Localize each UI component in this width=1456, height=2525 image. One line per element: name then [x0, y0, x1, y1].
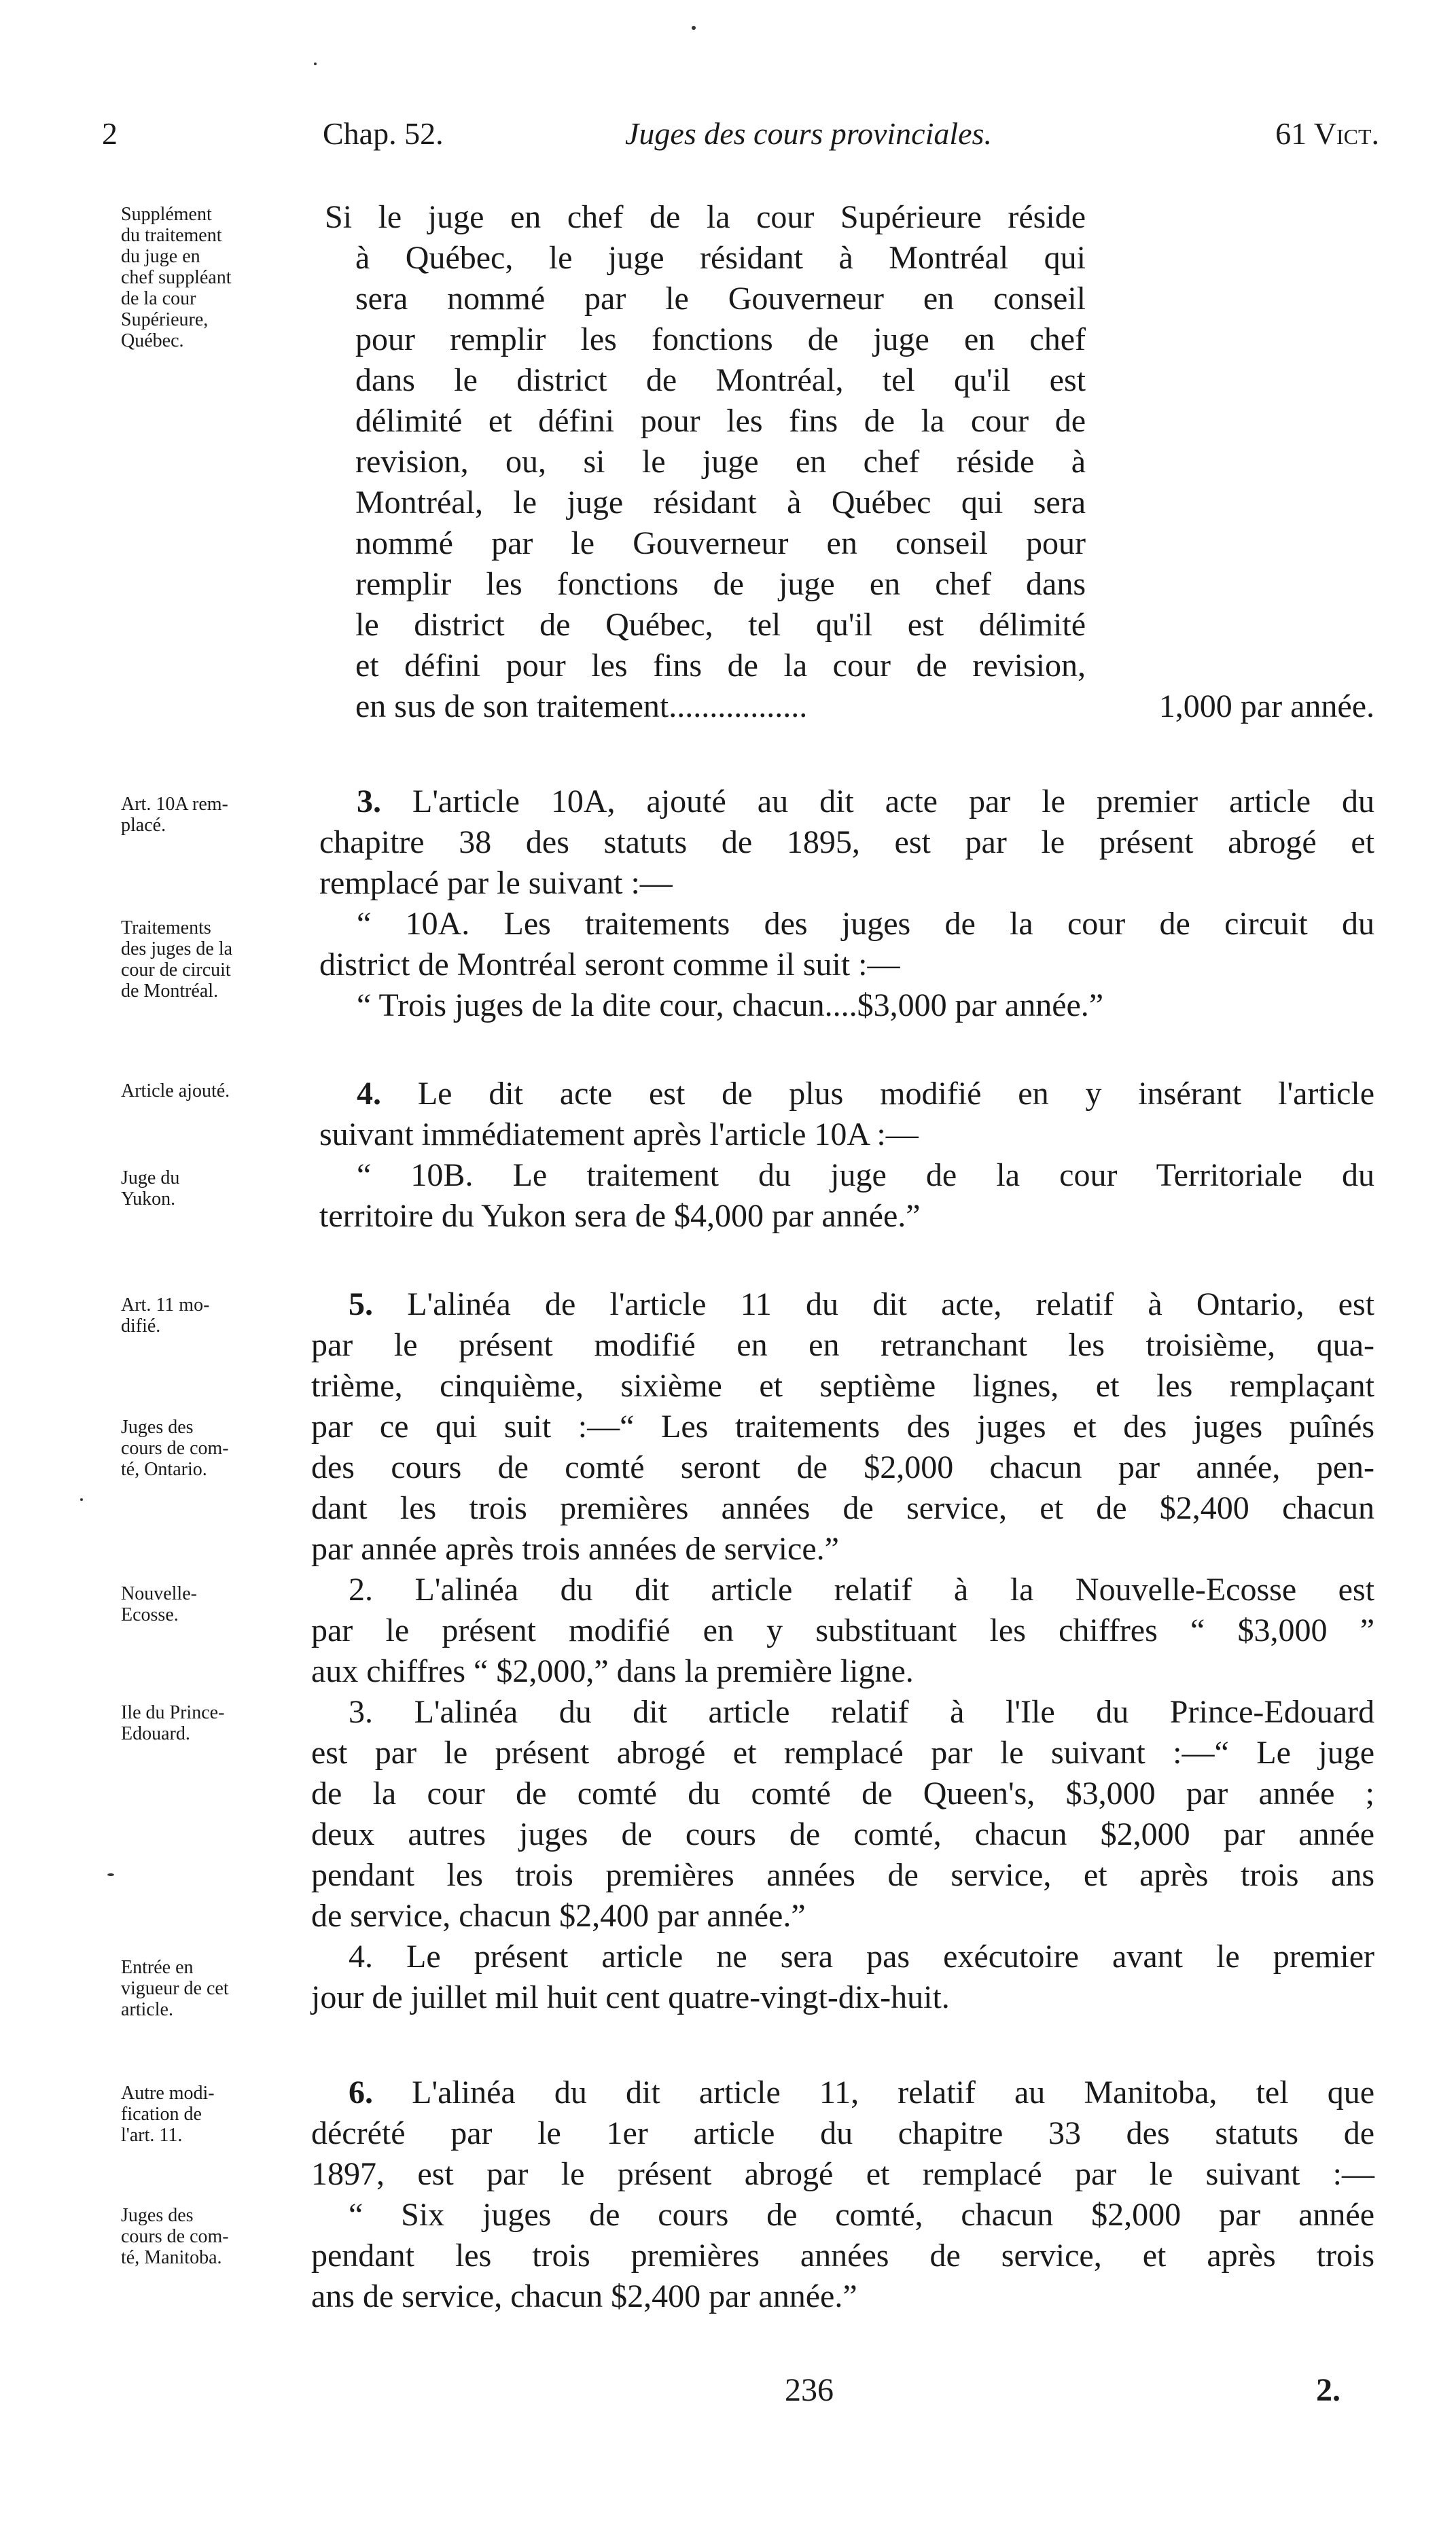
marginal-note: Article ajouté.: [121, 1080, 230, 1101]
marginal-note: Traitements des juges de la cour de circuit de Montréal.: [121, 917, 233, 1002]
section-4: [319, 1074, 1374, 1237]
paragraph-supplement-last-line: [355, 686, 1374, 727]
marginal-note: Entrée en vigueur de cet article.: [121, 1957, 229, 2020]
text-line: de service, chacun $2,400 par année.”: [311, 1898, 806, 1934]
header-chapter: Chap. 52.: [323, 116, 444, 151]
text-line: aux chiffres “ $2,000,” dans la première ligne.: [311, 1653, 914, 1689]
marginal-note: Autre modi- fication de l'art. 11.: [121, 2083, 215, 2146]
text-line: L'alinéa de l'article 11 du dit acte, relatif à Ontario, est: [407, 1286, 1375, 1322]
text-line: remplir les fonctions de juge en chef dans: [355, 566, 1086, 602]
text-line: Si le juge en chef de la cour Supérieure réside: [325, 199, 1086, 235]
section-6: [311, 2072, 1374, 2317]
text-line: 4. Le présent article ne sera pas exécutoire avant le premier: [349, 1939, 1374, 1975]
scan-speck: [692, 26, 696, 30]
text-line: des cours de comté seront de $2,000 chacun par année, pen-: [311, 1449, 1374, 1485]
text-line: dans le district de Montréal, tel qu'il est: [355, 362, 1086, 398]
marginal-note: Juge du Yukon.: [121, 1167, 180, 1209]
text-line: dant les trois premières années de service, et de $2,400 chacun: [311, 1490, 1374, 1526]
text-line: en sus de son traitement.................: [355, 688, 808, 724]
text-line: trième, cinquième, sixième et septième lignes, et les remplaçant: [311, 1368, 1374, 1404]
text-line: Montréal, le juge résidant à Québec qui sera: [355, 484, 1086, 520]
text-line: chapitre 38 des statuts de 1895, est par le présent abrogé et: [319, 824, 1374, 860]
text-line: délimité et défini pour les fins de la cour de: [355, 403, 1086, 439]
text-line: jour de juillet mil huit cent quatre-vingt-dix-huit.: [311, 1979, 950, 2015]
section-number: 4.: [357, 1076, 381, 1112]
paragraph-supplement: [325, 197, 1086, 686]
footer-page-number: 236: [785, 2372, 834, 2408]
text-line: remplacé par le suivant :—: [319, 865, 673, 901]
section-number: 3.: [357, 783, 381, 819]
marginal-note: Art. 10A rem- placé.: [121, 794, 228, 836]
scan-speck: [80, 1498, 83, 1501]
text-line: décrété par le 1er article du chapitre 33 des statuts de: [311, 2115, 1374, 2151]
text-line: nommé par le Gouverneur en conseil pour: [355, 525, 1086, 561]
text-line: 2. L'alinéa du dit article relatif à la Nouvelle-Ecosse est: [349, 1572, 1374, 1608]
scan-speck: [314, 63, 317, 65]
text-line: pendant les trois premières années de service, et après trois: [311, 2238, 1374, 2274]
text-line: à Québec, le juge résidant à Montréal qui: [355, 240, 1086, 276]
text-line: est par le présent abrogé et remplacé par le suivant :—“ Le juge: [311, 1735, 1374, 1771]
text-line: revision, ou, si le juge en chef réside à: [355, 444, 1086, 480]
marginal-note: Juges des cours de com- té, Manitoba.: [121, 2205, 229, 2268]
marginal-note: Art. 11 mo- difié.: [121, 1294, 210, 1337]
marginal-note: Juges des cours de com- té, Ontario.: [121, 1417, 229, 1480]
text-line: L'article 10A, ajouté au dit acte par le premier article du: [412, 783, 1375, 819]
text-line: district de Montréal seront comme il suit :—: [319, 947, 900, 983]
text-line: par année après trois années de service.”: [311, 1531, 839, 1567]
text-line: de la cour de comté du comté de Queen's, $3,000 par année ;: [311, 1776, 1374, 1812]
footer-signature-mark: 2.: [1316, 2372, 1340, 2408]
running-header: [102, 116, 1379, 163]
header-page-number: 2: [102, 116, 118, 151]
text-line: par ce qui suit :—“ Les traitements des juges et des juges puînés: [311, 1409, 1374, 1445]
text-line: par le présent modifié en en retranchant les troisième, qua-: [311, 1327, 1374, 1363]
amount: 1,000 par année.: [1158, 688, 1374, 724]
scan-speck: [107, 1873, 114, 1876]
text-line: pour remplir les fonctions de juge en chef: [355, 321, 1086, 357]
header-title: Juges des cours provinciales.: [625, 116, 992, 151]
text-line: le district de Québec, tel qu'il est délimité: [355, 607, 1086, 643]
marginal-note: Ile du Prince- Edouard.: [121, 1702, 225, 1744]
text-line: territoire du Yukon sera de $4,000 par année.”: [319, 1198, 921, 1234]
section-number: 5.: [349, 1286, 373, 1322]
section-5: [311, 1284, 1374, 2018]
text-line: 1897, est par le présent abrogé et remplacé par le suivant :—: [311, 2156, 1374, 2192]
section-3: [319, 781, 1374, 1026]
text-line: et défini pour les fins de la cour de revision,: [355, 648, 1086, 684]
text-line: “ Six juges de cours de comté, chacun $2,000 par année: [349, 2197, 1374, 2233]
header-regnal-year: 61 Vict.: [1275, 116, 1379, 151]
marginal-note: Supplément du traitement du juge en chef suppléant de la cour Supérieure, Québec.: [121, 204, 232, 351]
text-line: suivant immédiatement après l'article 10A :—: [319, 1116, 919, 1152]
text-line: Le dit acte est de plus modifié en y insérant l'article: [417, 1076, 1375, 1112]
text-line: L'alinéa du dit article 11, relatif au Manitoba, tel que: [412, 2074, 1375, 2111]
marginal-note: Nouvelle- Ecosse.: [121, 1583, 197, 1625]
text-line: pendant les trois premières années de service, et après trois ans: [311, 1857, 1374, 1893]
text-line: “ 10A. Les traitements des juges de la cour de circuit du: [357, 906, 1374, 942]
text-line: sera nommé par le Gouverneur en conseil: [355, 281, 1086, 317]
text-line: ans de service, chacun $2,400 par année.”: [311, 2278, 857, 2314]
section-number: 6.: [349, 2074, 373, 2111]
text-line: “ 10B. Le traitement du juge de la cour Territoriale du: [357, 1157, 1374, 1193]
text-line: 3. L'alinéa du dit article relatif à l'Ile du Prince-Edouard: [349, 1694, 1374, 1730]
text-line: deux autres juges de cours de comté, chacun $2,000 par année: [311, 1816, 1374, 1852]
text-line: par le présent modifié en y substituant les chiffres “ $3,000 ”: [311, 1612, 1374, 1648]
text-line: “ Trois juges de la dite cour, chacun....$3,000 par année.”: [357, 987, 1104, 1023]
